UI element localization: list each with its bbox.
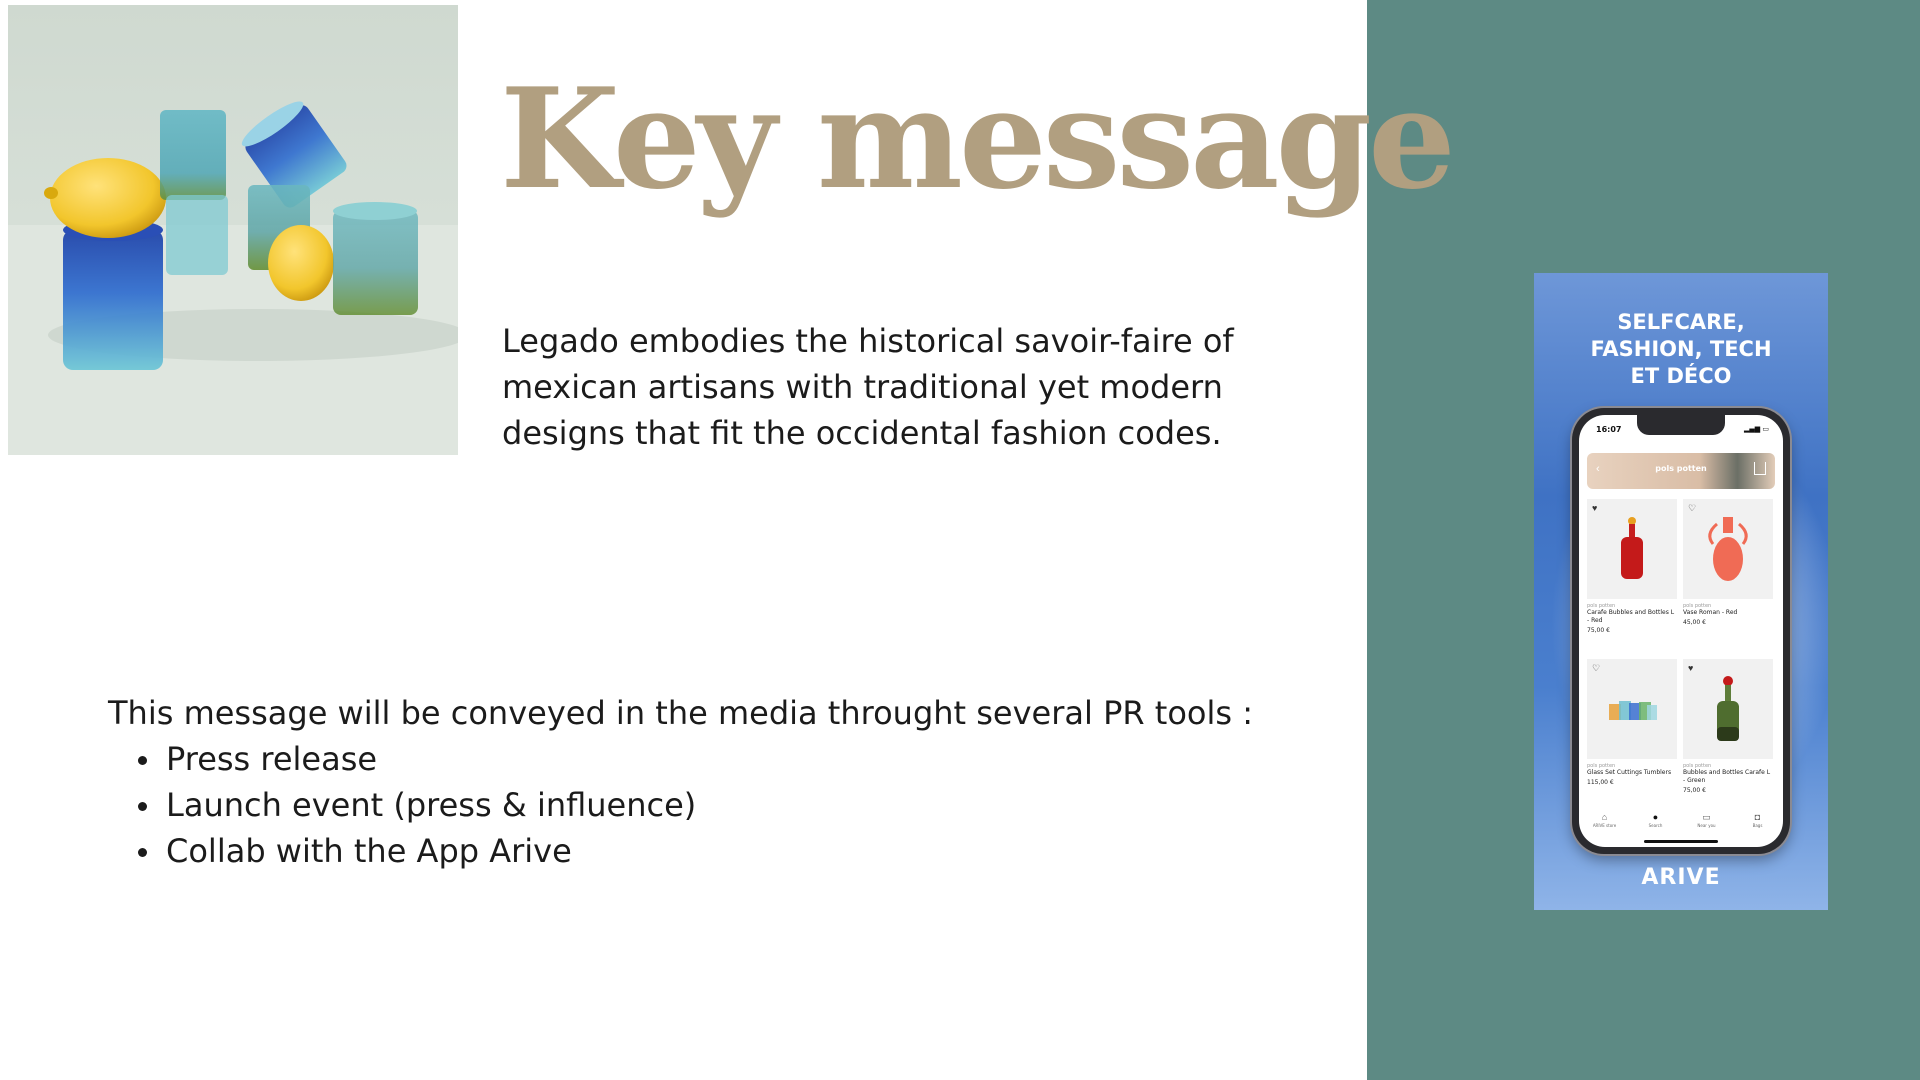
search-banner (1587, 453, 1775, 489)
product-price: 75,00 € (1683, 787, 1706, 794)
product-image (1587, 659, 1677, 759)
product-brand: pols potten (1683, 763, 1712, 769)
pr-tools-list (108, 736, 1348, 874)
product-image (1683, 499, 1773, 599)
heart-filled-icon: ♥ (1592, 503, 1598, 513)
product-card (1683, 499, 1773, 626)
poster-headline-line: ET DÉCO (1630, 364, 1732, 388)
share-icon (1754, 462, 1766, 475)
list-item: Collab with the App Arive (166, 828, 1348, 874)
product-price: 75,00 € (1587, 627, 1610, 634)
poster-headline-line: SELFCARE, (1617, 310, 1745, 334)
product-brand: pols potten (1587, 763, 1616, 769)
search-icon: ● (1652, 812, 1659, 822)
search-banner-text: pols potten (1655, 464, 1707, 473)
list-item: Launch event (press & influence) (166, 782, 1348, 828)
product-image (1683, 659, 1773, 759)
heart-outline-icon: ♡ (1688, 503, 1697, 513)
poster-headline-line: FASHION, TECH (1590, 337, 1772, 361)
slide-title: Key message (500, 57, 1452, 220)
phone-mockup (1572, 408, 1790, 854)
tab-label: ARIVE store (1592, 823, 1617, 828)
phone-notch (1637, 415, 1725, 435)
list-item: Press release (166, 736, 1348, 782)
key-message-text: Legado embodies the historical savoir-faire of mexican artisans with traditional yet modern designs that fit the occidental fashion codes. (502, 322, 1234, 452)
product-brand: pols potten (1683, 603, 1712, 609)
pr-tools-intro: This message will be conveyed in the media throught several PR tools : (108, 694, 1253, 732)
arive-ad-poster (1534, 273, 1828, 910)
arive-logo-text: ARIVE (1641, 865, 1721, 890)
heart-filled-icon: ♥ (1688, 663, 1694, 673)
tab-label: Near you (1697, 823, 1716, 828)
product-price: 45,00 € (1683, 619, 1706, 626)
store-icon: ▭ (1702, 812, 1711, 822)
tab-label: Bags (1752, 823, 1763, 828)
home-icon: ⌂ (1601, 812, 1608, 822)
product-brand: pols potten (1587, 603, 1616, 609)
bag-icon: ◘ (1754, 812, 1761, 822)
status-time: 16:07 (1596, 425, 1622, 434)
poster-headline (1534, 309, 1828, 390)
product-card (1587, 499, 1677, 634)
phone-screen (1579, 415, 1783, 847)
signal-battery-icon: ▂▄▆ ▭ (1744, 425, 1769, 433)
product-price: 115,00 € (1587, 779, 1614, 786)
product-name: Vase Roman - Red (1683, 609, 1738, 616)
app-tab-bar (1579, 812, 1783, 834)
product-name: Bubbles and Bottles Carafe L - Green (1683, 769, 1771, 784)
product-image (1587, 499, 1677, 599)
product-name: Carafe Bubbles and Bottles L - Red (1587, 609, 1675, 624)
tab-near-you (1681, 812, 1732, 828)
home-indicator (1644, 840, 1718, 843)
product-card (1683, 659, 1773, 794)
tab-label: Search (1648, 823, 1663, 828)
tab-arive-store (1579, 812, 1630, 828)
heart-outline-icon: ♡ (1592, 663, 1601, 673)
product-photo (8, 5, 458, 455)
tab-bags (1732, 812, 1783, 828)
product-name: Glass Set Cuttings Tumblers (1587, 769, 1672, 776)
back-arrow-icon: ‹ (1596, 463, 1600, 475)
product-card (1587, 659, 1677, 786)
pr-tools-section (108, 690, 1348, 874)
tab-search (1630, 812, 1681, 828)
